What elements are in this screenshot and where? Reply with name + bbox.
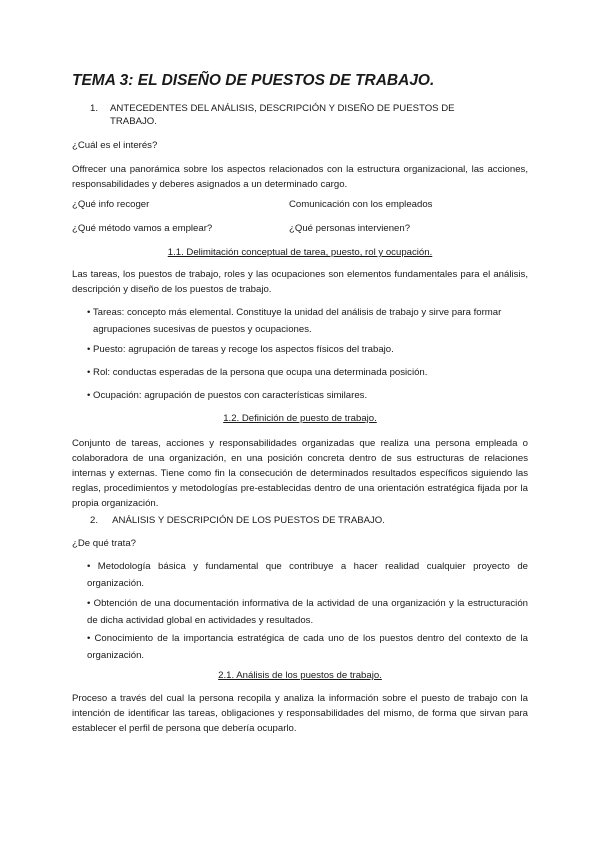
bullet-obtencion: • Obtención de una documentación informativa de la actividad de una organización y la estructuración de dicha actividad global en actividades y resultados. [87,598,528,626]
subsection-1-1-heading: 1.1. Delimitación conceptual de tarea, puesto, rol y ocupación. [167,247,433,258]
section-2-heading-text: ANÁLISIS Y DESCRIPCIÓN DE LOS PUESTOS DE TRABAJO. [112,515,385,526]
page-title: TEMA 3: EL DISEÑO DE PUESTOS DE TRABAJO. [72,72,435,89]
bullet-ocupacion: • Ocupación: agrupación de puestos con características similares. [87,390,368,401]
question-people: ¿Qué personas intervienen? [289,223,411,234]
question-what-info: ¿Qué info recoger [72,199,150,210]
question-row-2 [72,221,528,236]
bullet-conocimiento: • Conocimiento de la importancia estratégica de cada uno de los puestos dentro del contexto de la organización. [87,633,528,661]
section-1-heading [90,102,528,127]
section-1-heading-text: ANTECEDENTES DEL ANÁLISIS, DESCRIPCIÓN Y DISEÑO DE PUESTOS DE TRABAJO. [110,103,455,127]
subsection-2-1-heading: 2.1. Análisis de los puestos de trabajo. [218,670,382,681]
bullet-metodologia: • Metodología básica y fundamental que contribuye a hacer realidad cualquier proyecto de organización. [87,561,528,589]
question-communication: Comunicación con los empleados [289,199,433,210]
paragraph-2-1: Proceso a través del cual la persona recopila y analiza la información sobre el puesto de trabajo con la intención de identificar las tareas, obligaciones y responsabilidades del mismo, de forma que sirvan para establecer el perfil de persona que debería ocuparlo. [72,693,528,734]
interest-question: ¿Cuál es el interés? [72,140,158,151]
bullet-puesto: • Puesto: agrupación de tareas y recoge los aspectos físicos del trabajo. [87,344,394,355]
question-row-1 [72,197,528,212]
subsection-1-2-heading: 1.2. Definición de puesto de trabajo. [223,413,377,424]
section-number: 1. [90,103,99,114]
bullet-tareas: • Tareas: concepto más elemental. Constituye la unidad del análisis de trabajo y sirve para formar agrupaciones sucesivas de puestos y ocupaciones. [87,307,502,335]
section-2-heading [90,514,528,527]
question-method: ¿Qué método vamos a emplear? [72,223,213,234]
about-question: ¿De qué trata? [72,538,136,549]
bullet-rol: • Rol: conductas esperadas de la persona que ocupa una determinada posición. [87,367,428,378]
paragraph-1-1: Las tareas, los puestos de trabajo, roles y las ocupaciones son elementos fundamentales para el análisis, descripción y diseño de los puestos de trabajo. [72,269,528,295]
paragraph-1-2: Conjunto de tareas, acciones y responsabilidades organizadas que realiza una persona empleada o colaboradora de una organización, en una posición concreta dentro de sus estructuras de relaciones internas y externas. Tiene como fin la consecución de determinados resultados específicos siguiendo las reglas, procedimientos y metodologías pre-establecidas dentro de una orientación estratégica fijada por la propia organización. [72,438,528,509]
section-number: 2. [90,515,99,526]
interest-answer: Offrecer una panorámica sobre los aspectos relacionados con la estructura organizacional, las acciones, responsabilidades y deberes asignados a un determinado cargo. [72,164,528,190]
